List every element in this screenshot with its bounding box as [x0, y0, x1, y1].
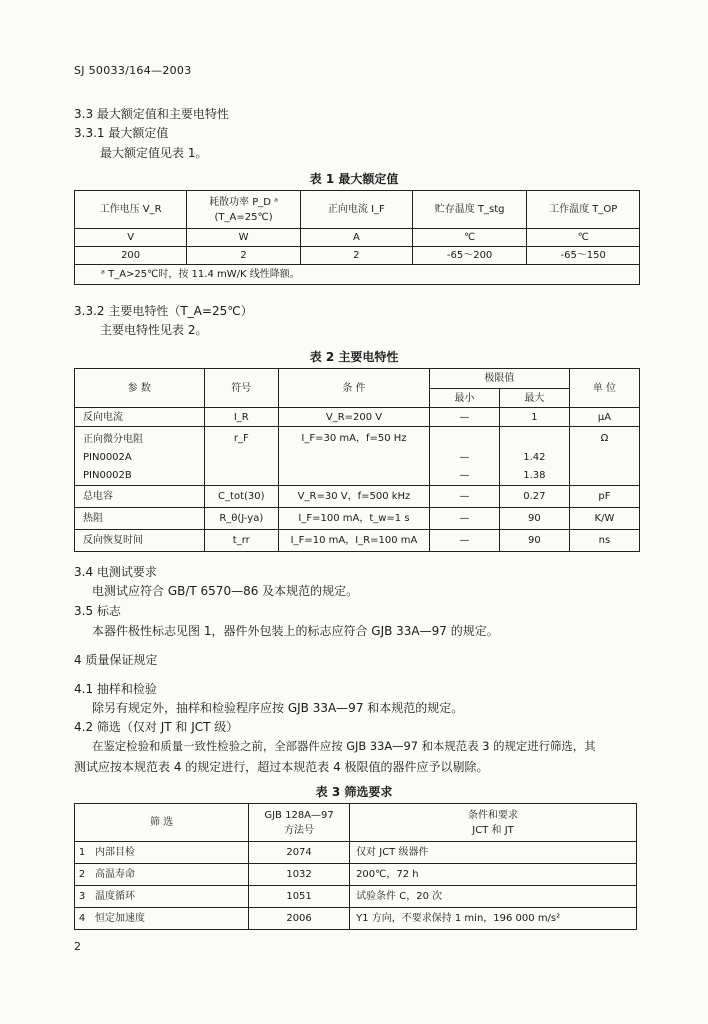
- t2-symbol: C_tot(30): [204, 486, 279, 508]
- t2-unit: Ω: [569, 427, 639, 486]
- section-3-3-1-text: 最大额定值见表 1。: [100, 146, 208, 160]
- table3-caption: 表 3 筛选要求: [315, 785, 393, 799]
- t3-item: 温度循环: [89, 886, 249, 908]
- t1-value: 200: [75, 247, 187, 265]
- t3-h-method-std: GJB 128A—97: [264, 809, 334, 821]
- t2-min: —: [459, 470, 470, 481]
- section-4-1-text: 除另有规定外，抽样和检验程序应按 GJB 33A—97 和本规范的规定。: [92, 701, 464, 715]
- t2-unit: K/W: [569, 508, 639, 530]
- t3-item: 恒定加速度: [89, 908, 249, 930]
- t2-min: —: [459, 452, 470, 463]
- table1-caption: 表 1 最大额定值: [309, 172, 399, 186]
- t2-symbol: I_R: [204, 408, 279, 427]
- t3-req: 200℃，72 h: [350, 864, 637, 886]
- t2-h-limit: 极限值: [429, 369, 569, 389]
- t3-no: 1: [75, 842, 90, 864]
- t2-h-max: 最大: [499, 389, 569, 408]
- t2-min: —: [429, 486, 499, 508]
- section-4-2-heading: 4.2 筛选（仅对 JT 和 JCT 级）: [74, 720, 239, 734]
- t2-cond: V_R=200 V: [279, 408, 430, 427]
- t1-unit: ℃: [527, 229, 640, 247]
- t2-min: —: [429, 508, 499, 530]
- t2-param: 反向电流: [75, 408, 205, 427]
- t3-no: 3: [75, 886, 90, 908]
- t2-symbol: R_θ(J-ya): [204, 508, 279, 530]
- page-header: SJ 50033/164—2003: [74, 64, 192, 77]
- t2-cond: I_F=30 mA，f=50 Hz: [279, 427, 430, 486]
- t2-unit: μA: [569, 408, 639, 427]
- t3-item: 内部目检: [89, 842, 249, 864]
- t3-method: 1032: [249, 864, 350, 886]
- t1-h-storage-temp: 贮存温度 T_stg: [412, 191, 527, 229]
- t2-max: 0.27: [499, 486, 569, 508]
- t2-min-group: [429, 427, 499, 486]
- t2-min: —: [429, 530, 499, 552]
- t2-param: 反向恢复时间: [75, 530, 205, 552]
- t1-unit: V: [75, 229, 187, 247]
- t2-max: 90: [499, 508, 569, 530]
- t2-unit: ns: [569, 530, 639, 552]
- section-4-2-text-line1: 在鉴定检验和质量一致性检验之前，全部器件应按 GJB 33A—97 和本规范表 3 的规定进行筛选，其: [92, 739, 596, 753]
- section-3-3-heading: 3.3 最大额定值和主要电特性: [74, 107, 229, 121]
- t1-value: -65～150: [527, 247, 640, 265]
- section-3-3-2-text: 主要电特性见表 2。: [100, 323, 208, 337]
- t3-h-screen: 筛 选: [75, 804, 249, 842]
- t3-h-req-title: 条件和要求: [468, 809, 519, 821]
- t2-min: —: [429, 408, 499, 427]
- t2-h-symbol: 符号: [204, 369, 279, 408]
- section-4-heading: 4 质量保证规定: [74, 653, 158, 667]
- t2-cond: I_F=100 mA，t_w=1 s: [279, 508, 430, 530]
- section-3-3-1-heading: 3.3.1 最大额定值: [74, 126, 169, 140]
- table3-screening-requirements: [74, 803, 637, 930]
- t2-max: 1: [499, 408, 569, 427]
- t1-footnote: ᵃ T_A>25℃时，按 11.4 mW/K 线性降额。: [75, 265, 640, 285]
- t3-method: 2074: [249, 842, 350, 864]
- section-4-2-text-line2: 测试应按本规范表 4 的规定进行，超过本规范表 4 极限值的器件应予以剔除。: [74, 760, 489, 774]
- t2-param-variant: PIN0002A: [83, 452, 132, 463]
- t3-no: 4: [75, 908, 90, 930]
- t1-h-power-label: 耗散功率 P_D ᵃ: [209, 196, 279, 208]
- t2-param: 总电容: [75, 486, 205, 508]
- t3-h-method: [249, 804, 350, 842]
- t1-value: 2: [300, 247, 412, 265]
- t1-value: -65～200: [412, 247, 527, 265]
- t3-no: 2: [75, 864, 90, 886]
- t3-item: 高温寿命: [89, 864, 249, 886]
- t1-h-power: [187, 191, 301, 229]
- t1-unit: W: [187, 229, 301, 247]
- section-3-3-2-heading: 3.3.2 主要电特性（T_A=25℃）: [74, 304, 253, 318]
- section-3-4-text: 电测试应符合 GB/T 6570—86 及本规范的规定。: [92, 584, 359, 598]
- t2-max: 1.38: [523, 470, 546, 481]
- t2-symbol: t_rr: [204, 530, 279, 552]
- page-number: 2: [74, 940, 81, 953]
- t3-req: Y1 方向，不要求保持 1 min，196 000 m/s²: [350, 908, 637, 930]
- t2-max: 1.42: [523, 452, 546, 463]
- section-4-1-heading: 4.1 抽样和检验: [74, 682, 157, 696]
- t2-param: 热阻: [75, 508, 205, 530]
- t3-h-req: [350, 804, 637, 842]
- table1-max-ratings: [74, 190, 640, 285]
- t2-cond: I_F=10 mA，I_R=100 mA: [279, 530, 430, 552]
- t2-symbol: r_F: [204, 427, 279, 486]
- t3-method: 1051: [249, 886, 350, 908]
- table2-electrical-characteristics: [74, 368, 640, 552]
- t3-h-req-grade: JCT 和 JT: [472, 824, 514, 836]
- section-3-5-text: 本器件极性标志见图 1，器件外包装上的标志应符合 GJB 33A—97 的规定。: [92, 624, 499, 638]
- t2-h-unit: 单 位: [569, 369, 639, 408]
- t2-h-min: 最小: [429, 389, 499, 408]
- t1-value: 2: [187, 247, 301, 265]
- section-3-4-heading: 3.4 电测试要求: [74, 565, 157, 579]
- t2-h-param: 参 数: [75, 369, 205, 408]
- t1-h-current: 正向电流 I_F: [300, 191, 412, 229]
- t2-param-variant: PIN0002B: [83, 470, 132, 481]
- t3-req: 试验条件 C，20 次: [350, 886, 637, 908]
- t2-h-cond: 条 件: [279, 369, 430, 408]
- t2-cond: V_R=30 V，f=500 kHz: [279, 486, 430, 508]
- t1-h-operating-temp: 工作温度 T_OP: [527, 191, 640, 229]
- t1-unit: A: [300, 229, 412, 247]
- t3-h-method-no: 方法号: [284, 824, 315, 836]
- t2-max: 90: [499, 530, 569, 552]
- t3-req: 仅对 JCT 级器件: [350, 842, 637, 864]
- t2-param-group: [75, 427, 205, 486]
- t2-param: 正向微分电阻: [83, 434, 143, 445]
- t3-method: 2006: [249, 908, 350, 930]
- t1-unit: ℃: [412, 229, 527, 247]
- t1-h-voltage: 工作电压 V_R: [75, 191, 187, 229]
- t2-max-group: [499, 427, 569, 486]
- section-3-5-heading: 3.5 标志: [74, 604, 121, 618]
- table2-caption: 表 2 主要电特性: [309, 350, 399, 364]
- t1-h-power-cond: (T_A=25℃): [214, 211, 273, 223]
- t2-unit: pF: [569, 486, 639, 508]
